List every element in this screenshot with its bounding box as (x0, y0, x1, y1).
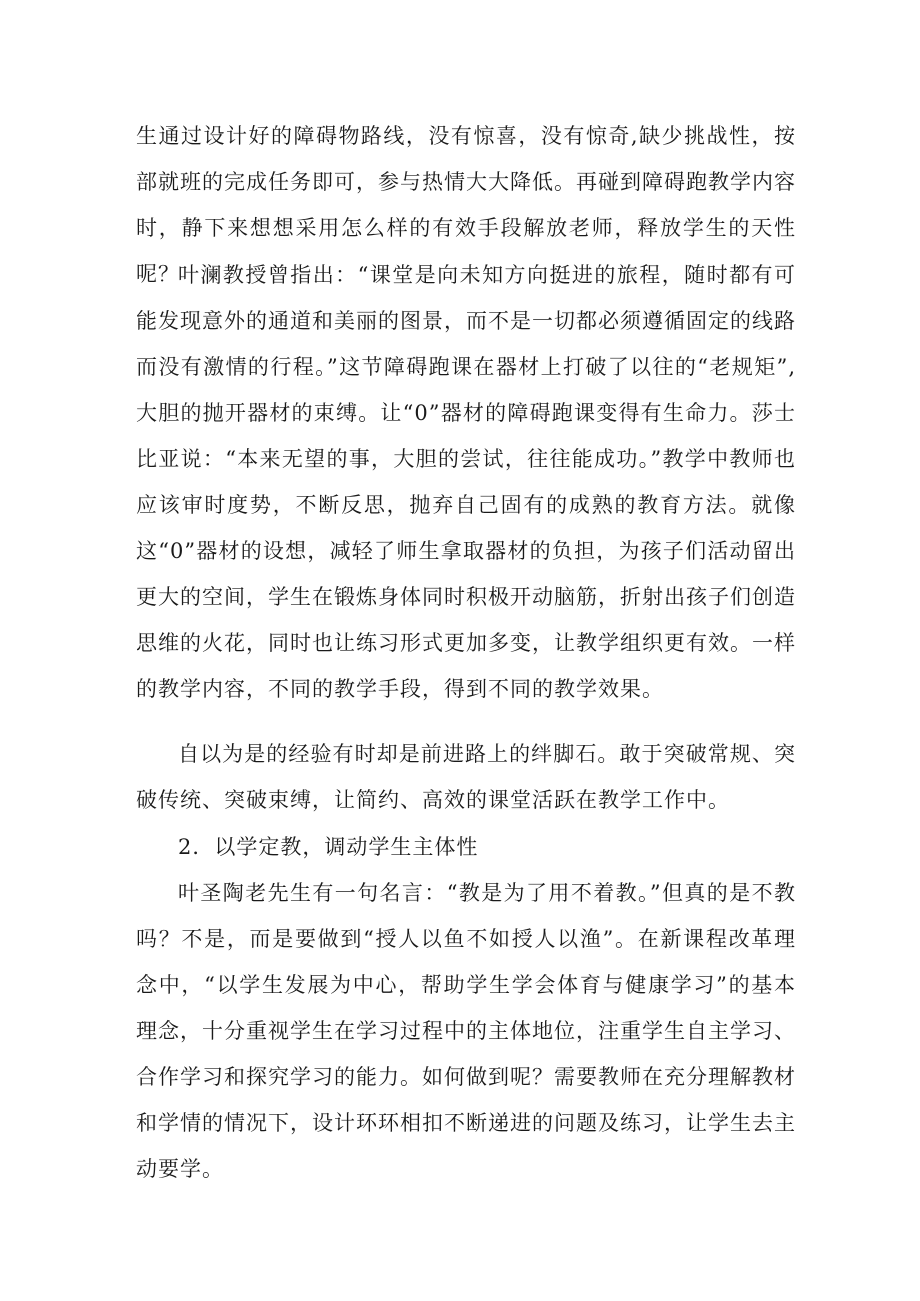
section-heading: 2．以学定教，调动学生主体性 (178, 835, 479, 859)
paragraph-ye-lan-quote: 叶澜教授曾指出：“课堂是向未知方向挺进的旅程，随时都有可能发现意外的通道和美丽的图景，而不是一切都必须遵循固定的线路而没有激情的行程。”这节障碍跑课在器材上打破了以往的“老规矩”,大胆的抛开器材的束缚。让“0”器材的障碍跑课变得有生命力。莎士比亚说：“本来无望的事，大胆的尝试，往往能成功。”教学中教师也应该审时度势，不断反思，抛弃自己固有的成熟的教育方法。就像这“0”器材的设想，减轻了师生拿取器材的负担，为孩子们活动留出更大的空间，学生在锻炼身体同时积极开动脑筋，折射出孩子们创造思维的火花，同时也让练习形式更加多变，让教学组织更有效。一样的教学内容，不同的教学手段，得到不同的教学效果。 (136, 263, 796, 701)
paragraph-continuation: 生通过设计好的障碍物路线，没有惊喜，没有惊奇,缺少挑战性，按部就班的完成任务即可，参与热情大大降低。再碰到障碍跑教学内容时，静下来想想采用怎么样的有效手段解放老师，释放学生的天性呢？ (136, 124, 796, 286)
paragraph-ye-shengtao-quote: 叶圣陶老先生有一句名言：“教是为了用不着教。”但真的是不教吗？不是，而是要做到“授人以鱼不如授人以渔”。在新课程改革理念中，“以学生发展为中心，帮助学生学会体育与健康学习”的基本理念，十分重视学生在学习过程中的主体地位，注重学生自主学习、合作学习和探究学习的能力。如何做到呢？需要教师在充分理解教材和学情的情况下，设计环环相扣不断递进的问题及练习，让学生去主动要学。 (136, 881, 796, 1181)
paragraph-experience: 自以为是的经验有时却是前进路上的绊脚石。敢于突破常规、突破传统、突破束缚，让简约、高效的课堂活跃在教学工作中。 (136, 742, 796, 812)
